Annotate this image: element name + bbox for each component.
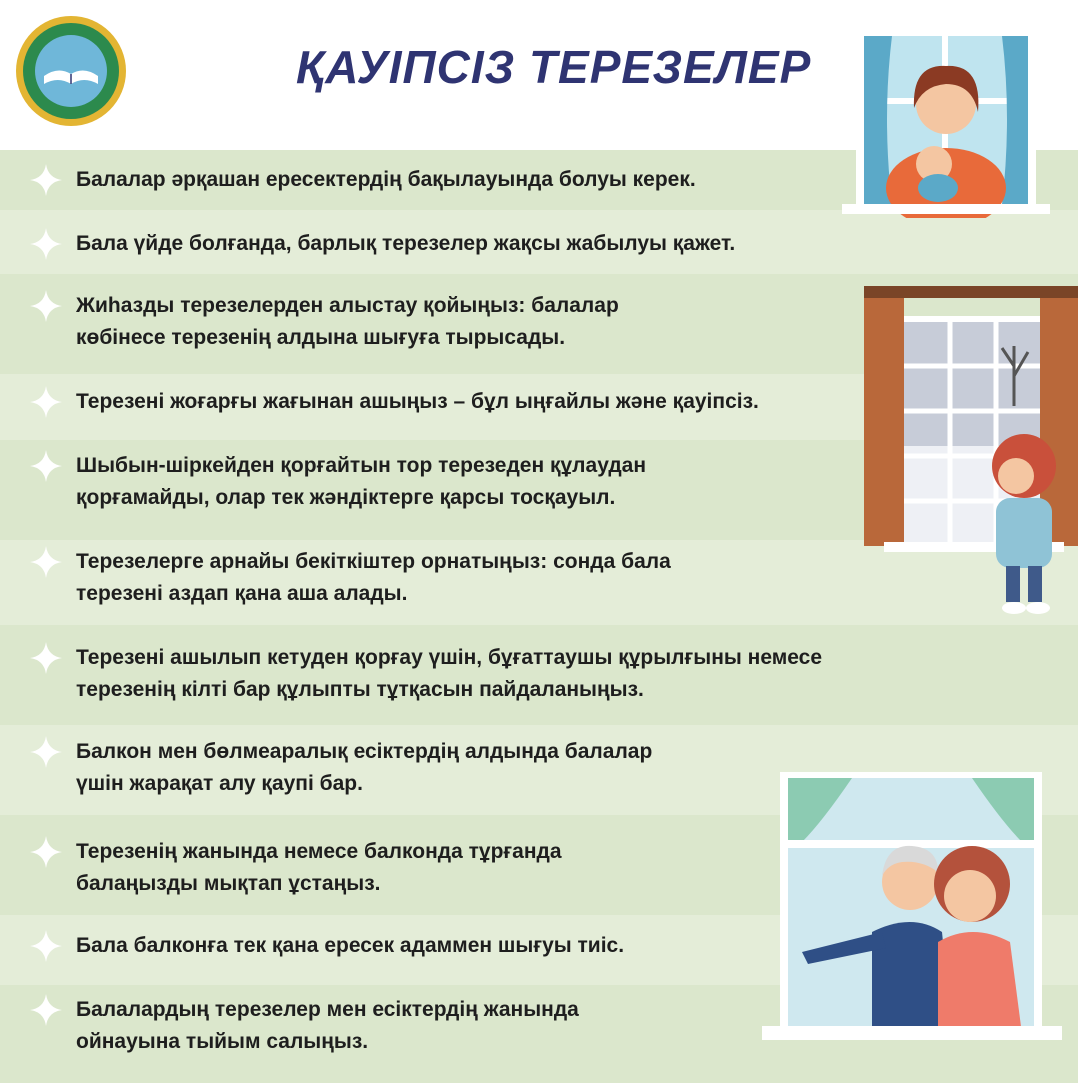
elderly-couple-at-window-illustration (762, 772, 1062, 1050)
safety-rule-text: ойнауына тыйым салыңыз. (76, 1030, 369, 1053)
safety-rule-text: көбінесе терезенің алдына шығуға тырысады. (76, 326, 566, 349)
sparkle-bullet-icon (30, 546, 62, 578)
sparkle-bullet-icon (30, 994, 62, 1026)
safety-rule-text: үшін жарақат алу қаупі бар. (76, 772, 363, 795)
sparkle-bullet-icon (30, 642, 62, 674)
sparkle-bullet-icon (30, 930, 62, 962)
safety-rule-text: Балалардың терезелер мен есіктердің жанында (76, 998, 579, 1021)
safety-rule-text: Балалар әрқашан ересектердің бақылауында болуы керек. (76, 168, 696, 191)
safety-rule-text: Терезенің жанында немесе балконда тұрғанда (76, 840, 562, 863)
safety-rule-text: терезенің кілті бар құлыпты тұтқасын пайдаланыңыз. (76, 678, 644, 701)
sparkle-bullet-icon (30, 736, 62, 768)
child-at-winter-window-illustration (864, 286, 1078, 626)
mother-with-baby-at-window-illustration (842, 28, 1050, 218)
safety-rule-text: Терезені ашылып кетуден қорғау үшін, бұғаттаушы құрылғыны немесе (76, 646, 823, 669)
sparkle-bullet-icon (30, 836, 62, 868)
safety-rule-text: Бала балконға тек қана ересек адаммен шығуы тиіс. (76, 934, 625, 957)
safety-rule-text: балаңызды мықтап ұстаңыз. (76, 872, 381, 895)
ministry-education-emblem-icon (14, 14, 128, 128)
sparkle-bullet-icon (30, 164, 62, 196)
safety-rule-text: Балкон мен бөлмеаралық есіктердің алдында балалар (76, 740, 653, 763)
safety-rule-text: Жиһазды терезелерден алыстау қойыңыз: балалар (76, 294, 619, 317)
safety-rule-text: қорғамайды, олар тек жәндіктерге қарсы тосқауыл. (76, 486, 616, 509)
sparkle-bullet-icon (30, 386, 62, 418)
safety-rule-text: Бала үйде болғанда, барлық терезелер жақсы жабылуы қажет. (76, 232, 736, 255)
safety-rule-text: Шыбын-шіркейден қорғайтын тор терезеден құлаудан (76, 454, 647, 477)
safety-rule-text: Терезені жоғарғы жағынан ашыңыз – бұл ыңғайлы және қауіпсіз. (76, 390, 759, 413)
page-title: ҚАУІПСІЗ ТЕРЕЗЕЛЕР (296, 41, 812, 93)
safety-rule-text: Терезелерге арнайы бекіткіштер орнатыңыз: сонда бала (76, 550, 671, 573)
sparkle-bullet-icon (30, 228, 62, 260)
sparkle-bullet-icon (30, 450, 62, 482)
safety-rule-text: терезені аздап қана аша алады. (76, 582, 408, 605)
sparkle-bullet-icon (30, 290, 62, 322)
